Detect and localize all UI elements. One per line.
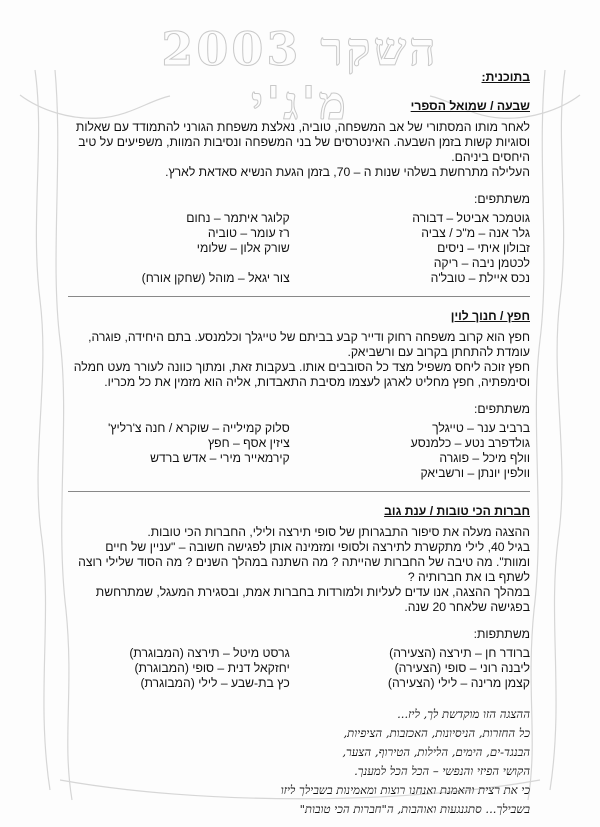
play-synopsis: חפץ הוא קרוב משפחה רחוק ודייר קבע בביתם של טייגלך וכלמנסע. בתם היחידה, פוגרה, עומדת להתחתן בקרוב עם ורשביאק.	[88, 330, 530, 359]
cast-member: וולפין יונתן – ורשביאק	[420, 466, 530, 480]
cast-member: ברביב ענר – טייגלך	[432, 421, 530, 435]
cast-member: יחזקאל דנית – סופי (המבוגרת)	[134, 661, 290, 675]
dedication-line: בשבילך... סתגנגעות ואוהבות, ה"חברות הכי טובות"	[299, 802, 530, 816]
dedication-block	[68, 705, 530, 819]
cast-label: משתתפים:	[474, 192, 530, 206]
faded-page-title: 2003 רקשה י'ג'מ	[161, 22, 439, 130]
cast-member: לכטמן ניבה – ריקה	[433, 256, 530, 270]
cast-member: גוטמכר אביטל – דבורה	[412, 211, 530, 225]
cast-member: קירמאייר מירי – אדש ברדש	[150, 451, 290, 465]
cast-label: משתתפות:	[473, 627, 530, 641]
cast-member	[68, 256, 290, 271]
cast-member: שורק אלון – שלומי	[196, 241, 290, 255]
cast-member: ציזין אסף – חפץ	[208, 436, 290, 450]
cast-member: גלר אנה – מ"כ / צביה	[421, 226, 530, 240]
cast-label: משתתפים:	[474, 402, 530, 416]
cast-member	[68, 466, 290, 481]
cast-member: ברודר חן – תירצה (הצעירה)	[389, 646, 530, 660]
play-section-shiva	[68, 99, 530, 297]
play-synopsis: לאחר מותו המסתורי של אב המשפחה, טוביה, נאלצת משפחת הגורני להתמודד עם שאלות וסוגיות קשות בזמן השבעה. האינטרסים של בני המשפחה ונסיבות המוות, משפיעים על טיב היחסים ביניהם.	[75, 120, 530, 164]
dedication-line: הקושי הפיזי והנפשי – הכל הכל למענך.	[354, 764, 530, 778]
play-synopsis: העלילה מתרחשת בשלהי שנות ה – 70, בזמן הגעת הנשיא סאדאת לארץ.	[165, 165, 530, 179]
cast-member: סלוק קמילייה – שוקרא / חנה צ'רליץ'	[107, 421, 290, 435]
cast-member: קלוגר איתמר – נחום	[186, 211, 290, 225]
cast-member: רז עומר – טוביה	[207, 226, 290, 240]
contents-heading: בתוכנית:	[481, 70, 530, 84]
dedication-line: ההצגה הזו מוקדשת לך, ליז...	[397, 707, 530, 721]
cast-member: נכס איילת – טובל'ה	[430, 271, 530, 285]
cast-member: גרסט מיטל – תירצה (המבוגרת)	[129, 646, 290, 660]
dedication-line: הבנגד-ים, הימים, הלילות, הטירוף, הצער,	[342, 745, 530, 759]
cast-member: כץ בת-שבע – לילי (המבוגרת)	[140, 676, 290, 690]
program-content	[68, 70, 530, 819]
section-divider	[68, 296, 530, 297]
dedication-line: כל החזרות, הניסיונות, האכזבות, הציפיות,	[343, 726, 530, 740]
play-synopsis: במהלך ההצגה, אנו עדים לעליות ולמורדות בחברות אמת, ובסגירת המעגל, שמתרחשת בפגישה שלאחר 20 שנה.	[95, 585, 530, 614]
play-synopsis: חפץ זוכה ליחס משפיל מצד כל הסובבים אותו. בעקבות זאת, ומתוך כוונה לעורר מעט חמלה וסימפתיה, חפץ מחליט לארגן לעצמו מסיבת התאבדות, אליה הוא מזמין את כל מכריו.	[73, 360, 530, 389]
play-section-hefetz	[68, 309, 530, 492]
play-title: שבעה / שמואל הספרי	[410, 99, 530, 113]
cast-member: צור יגאל – מוהל (שחקן אורח)	[141, 271, 290, 285]
cast-member: זבולון איתי – ניסים	[437, 241, 530, 255]
play-synopsis: בגיל 40, לילי מתקשרת לתירצה ולסופי ומזמינה אותן לפגישה חשובה – "עניין של חיים ומוות". מה טיבה של החברות שהייתה ? מה השתנה במהלך השנים ? מה הסוד שלילי רוצה לשתף בו את חברותיה ?	[78, 540, 530, 584]
cast-list	[68, 421, 530, 481]
play-section-best-friends	[68, 504, 530, 691]
cast-member: ליבנה רוני – סופי (הצעירה)	[394, 661, 530, 675]
cast-member: קצמן מרינה – לילי (הצעירה)	[387, 676, 530, 690]
cast-member: וולף מיכל – פוגרה	[439, 451, 530, 465]
play-title: חפץ / חנוך לוין	[450, 309, 530, 323]
cast-list	[68, 211, 530, 286]
cast-list	[68, 646, 530, 691]
dedication-line: כי את רצית והאמנת ואנחנו רוצות ומאמינות בשבילך ליזו	[280, 783, 530, 797]
play-title: חברות הכי טובות / ענת גוב	[384, 504, 530, 518]
cast-member: גולדפרב נטע – כלמנסע	[410, 436, 530, 450]
play-synopsis: ההצגה מעלה את סיפור התבגרותן של סופי תירצה ולילי, החברות הכי טובות.	[147, 525, 530, 539]
section-divider	[68, 491, 530, 492]
